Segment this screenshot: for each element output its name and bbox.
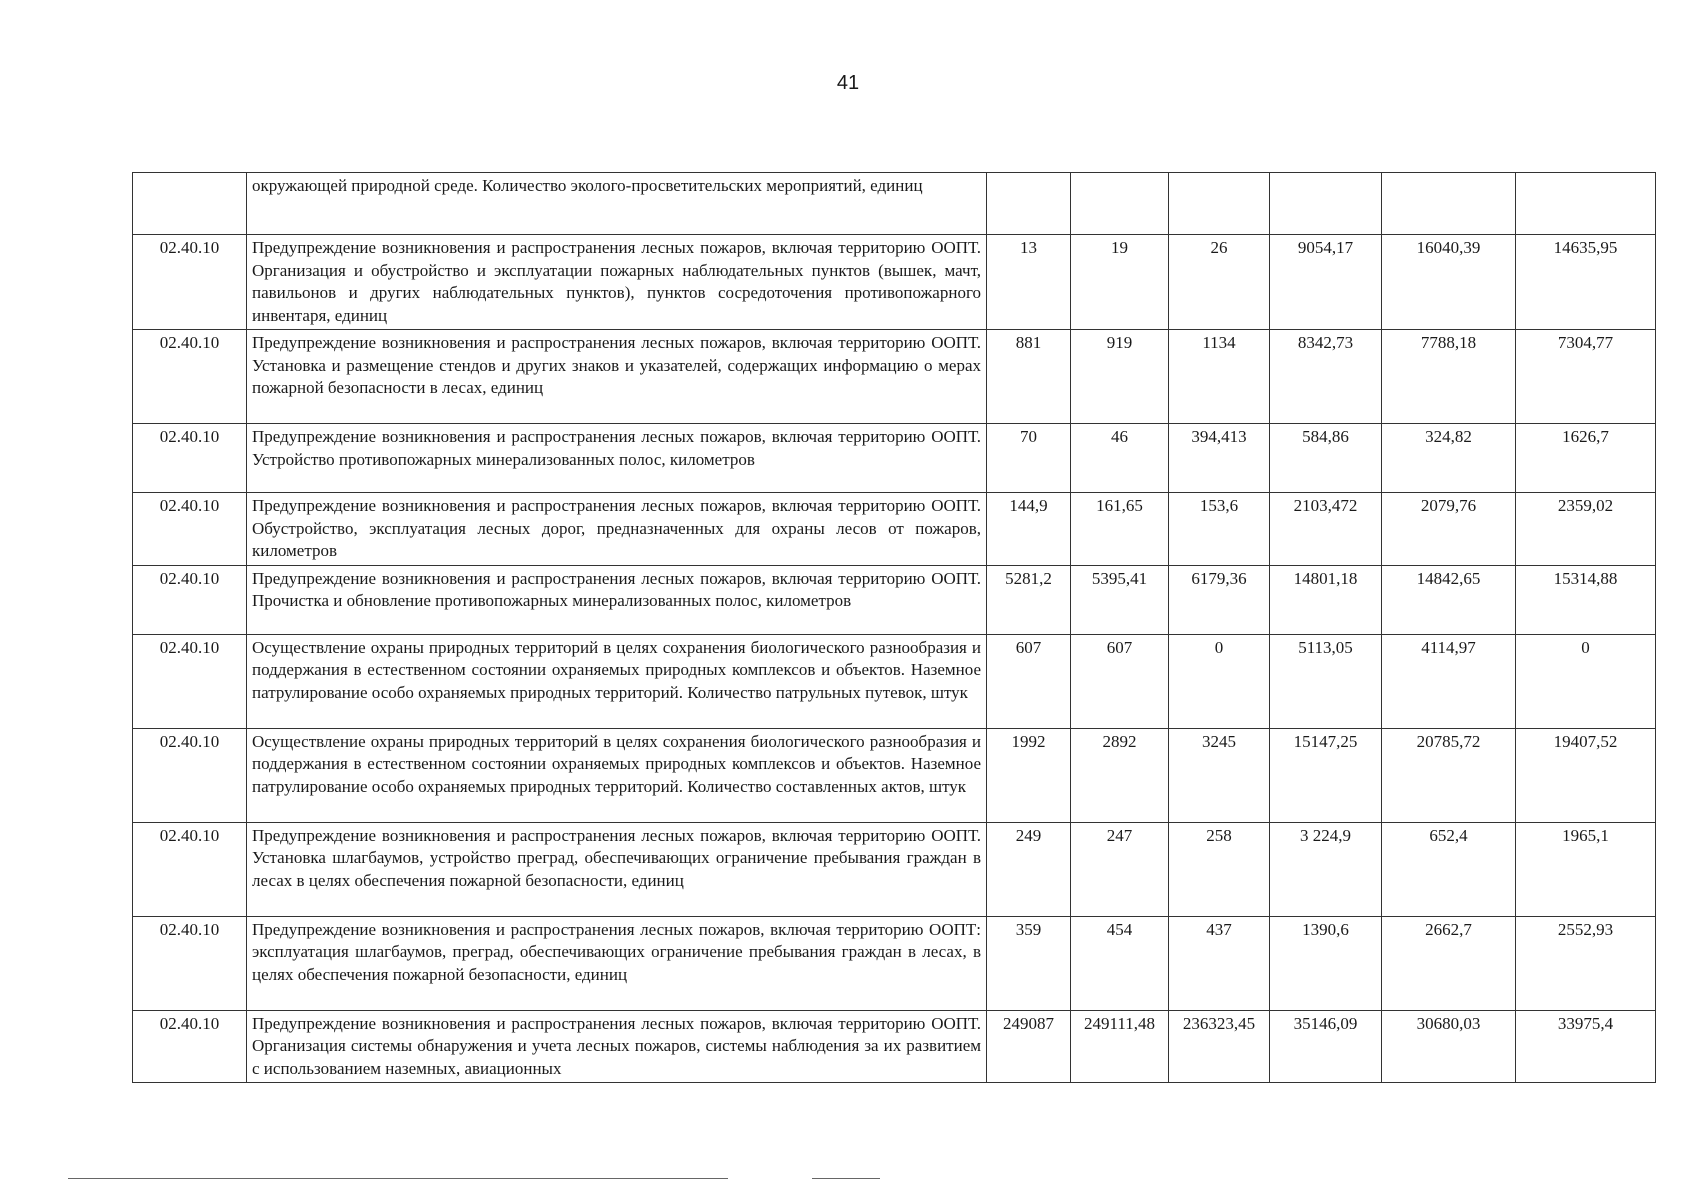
footer-rule bbox=[68, 1178, 728, 1179]
cell-value: 16040,39 bbox=[1382, 235, 1516, 330]
cell-code: 02.40.10 bbox=[133, 728, 247, 822]
cell-value: 258 bbox=[1169, 822, 1270, 916]
cell-value: 13 bbox=[987, 235, 1071, 330]
cell-value: 14635,95 bbox=[1516, 235, 1656, 330]
footer-rule-short bbox=[812, 1178, 880, 1179]
table-row bbox=[133, 424, 1656, 493]
cell-value: 5395,41 bbox=[1071, 565, 1169, 634]
cell-value: 1134 bbox=[1169, 330, 1270, 424]
cell-description: Предупреждение возникновения и распространения лесных пожаров, включая территорию ООПТ. Прочистка и обновление противопожарных минерализованных полос, километров bbox=[247, 565, 987, 634]
cell-description: Осуществление охраны природных территорий в целях сохранения биологического разнообразия и поддержания в естественном состоянии охраняемых природных комплексов и объектов. Наземное патрулирование особо охраняемых природных территорий. Количество патрульных путевок, штук bbox=[247, 634, 987, 728]
cell-value bbox=[987, 173, 1071, 235]
cell-value: 359 bbox=[987, 916, 1071, 1010]
cell-value bbox=[1270, 173, 1382, 235]
cell-value bbox=[1516, 173, 1656, 235]
cell-code: 02.40.10 bbox=[133, 424, 247, 493]
table-row bbox=[133, 916, 1656, 1010]
cell-value: 881 bbox=[987, 330, 1071, 424]
table-row bbox=[133, 235, 1656, 330]
cell-value: 9054,17 bbox=[1270, 235, 1382, 330]
cell-value: 26 bbox=[1169, 235, 1270, 330]
cell-value: 5113,05 bbox=[1270, 634, 1382, 728]
cell-value: 19 bbox=[1071, 235, 1169, 330]
cell-value: 236323,45 bbox=[1169, 1010, 1270, 1083]
cell-value: 249 bbox=[987, 822, 1071, 916]
table-row bbox=[133, 1010, 1656, 1083]
cell-value: 30680,03 bbox=[1382, 1010, 1516, 1083]
table-row bbox=[133, 728, 1656, 822]
cell-description: Предупреждение возникновения и распространения лесных пожаров, включая территорию ООПТ: эксплуатация шлагбаумов, преград, обеспечивающих ограничение пребывания граждан в лесах, в целях обеспечения пожарной безопасности, единиц bbox=[247, 916, 987, 1010]
cell-value: 394,413 bbox=[1169, 424, 1270, 493]
cell-value: 144,9 bbox=[987, 493, 1071, 566]
cell-code: 02.40.10 bbox=[133, 565, 247, 634]
cell-value: 14842,65 bbox=[1382, 565, 1516, 634]
cell-value: 0 bbox=[1516, 634, 1656, 728]
table-row bbox=[133, 822, 1656, 916]
cell-value: 249111,48 bbox=[1071, 1010, 1169, 1083]
cell-value: 2103,472 bbox=[1270, 493, 1382, 566]
cell-value: 3245 bbox=[1169, 728, 1270, 822]
cell-value: 1390,6 bbox=[1270, 916, 1382, 1010]
cell-value: 7788,18 bbox=[1382, 330, 1516, 424]
cell-value: 247 bbox=[1071, 822, 1169, 916]
cell-value: 6179,36 bbox=[1169, 565, 1270, 634]
cell-value: 46 bbox=[1071, 424, 1169, 493]
cell-value: 0 bbox=[1169, 634, 1270, 728]
cell-value: 454 bbox=[1071, 916, 1169, 1010]
cell-code: 02.40.10 bbox=[133, 493, 247, 566]
cell-value: 2552,93 bbox=[1516, 916, 1656, 1010]
cell-value: 15147,25 bbox=[1270, 728, 1382, 822]
cell-value: 7304,77 bbox=[1516, 330, 1656, 424]
page-number: 41 bbox=[836, 72, 860, 94]
cell-value: 919 bbox=[1071, 330, 1169, 424]
cell-value: 20785,72 bbox=[1382, 728, 1516, 822]
cell-value: 324,82 bbox=[1382, 424, 1516, 493]
cell-code: 02.40.10 bbox=[133, 822, 247, 916]
cell-description: окружающей природной среде. Количество эколого-просветительских мероприятий, единиц bbox=[247, 173, 987, 235]
cell-description: Осуществление охраны природных территорий в целях сохранения биологического разнообразия и поддержания в естественном состоянии охраняемых природных комплексов и объектов. Наземное патрулирование особо охраняемых природных территорий. Количество составленных актов, штук bbox=[247, 728, 987, 822]
cell-value: 2892 bbox=[1071, 728, 1169, 822]
cell-value: 3 224,9 bbox=[1270, 822, 1382, 916]
cell-value bbox=[1071, 173, 1169, 235]
cell-description: Предупреждение возникновения и распространения лесных пожаров, включая территорию ООПТ. Устройство противопожарных минерализованных полос, километров bbox=[247, 424, 987, 493]
cell-value: 2359,02 bbox=[1516, 493, 1656, 566]
cell-value: 437 bbox=[1169, 916, 1270, 1010]
cell-value bbox=[1382, 173, 1516, 235]
table-row bbox=[133, 493, 1656, 566]
table-row bbox=[133, 173, 1656, 235]
cell-code: 02.40.10 bbox=[133, 235, 247, 330]
cell-value bbox=[1169, 173, 1270, 235]
data-table bbox=[132, 172, 1656, 1083]
cell-value: 14801,18 bbox=[1270, 565, 1382, 634]
cell-code: 02.40.10 bbox=[133, 634, 247, 728]
cell-value: 1992 bbox=[987, 728, 1071, 822]
cell-value: 584,86 bbox=[1270, 424, 1382, 493]
table-row bbox=[133, 330, 1656, 424]
cell-description: Предупреждение возникновения и распространения лесных пожаров, включая территорию ООПТ. Организация и обустройство и эксплуатации пожарных наблюдательных пунктов (вышек, мачт, павильонов и других наблюдательных пунктов), пунктов сосредоточения противопожарного инвентаря, единиц bbox=[247, 235, 987, 330]
cell-description: Предупреждение возникновения и распространения лесных пожаров, включая территорию ООПТ. Организация системы обнаружения и учета лесных пожаров, системы наблюдения за их развитием с использованием наземных, авиационных bbox=[247, 1010, 987, 1083]
cell-description: Предупреждение возникновения и распространения лесных пожаров, включая территорию ООПТ. Установка и размещение стендов и других знаков и указателей, содержащих информацию о мерах пожарной безопасности в лесах, единиц bbox=[247, 330, 987, 424]
cell-value: 35146,09 bbox=[1270, 1010, 1382, 1083]
cell-code: 02.40.10 bbox=[133, 330, 247, 424]
cell-value: 8342,73 bbox=[1270, 330, 1382, 424]
cell-value: 161,65 bbox=[1071, 493, 1169, 566]
cell-value: 2079,76 bbox=[1382, 493, 1516, 566]
cell-value: 4114,97 bbox=[1382, 634, 1516, 728]
cell-value: 249087 bbox=[987, 1010, 1071, 1083]
cell-value: 153,6 bbox=[1169, 493, 1270, 566]
cell-value: 70 bbox=[987, 424, 1071, 493]
table-row bbox=[133, 634, 1656, 728]
cell-value: 607 bbox=[987, 634, 1071, 728]
cell-value: 1626,7 bbox=[1516, 424, 1656, 493]
cell-value: 607 bbox=[1071, 634, 1169, 728]
cell-value: 33975,4 bbox=[1516, 1010, 1656, 1083]
cell-value: 5281,2 bbox=[987, 565, 1071, 634]
cell-value: 652,4 bbox=[1382, 822, 1516, 916]
cell-value: 1965,1 bbox=[1516, 822, 1656, 916]
cell-code: 02.40.10 bbox=[133, 916, 247, 1010]
cell-code bbox=[133, 173, 247, 235]
cell-value: 19407,52 bbox=[1516, 728, 1656, 822]
cell-description: Предупреждение возникновения и распространения лесных пожаров, включая территорию ООПТ. Установка шлагбаумов, устройство преград, обеспечивающих ограничение пребывания граждан в лесах в целях обеспечения пожарной безопасности, единиц bbox=[247, 822, 987, 916]
cell-value: 15314,88 bbox=[1516, 565, 1656, 634]
cell-code: 02.40.10 bbox=[133, 1010, 247, 1083]
table-row bbox=[133, 565, 1656, 634]
cell-description: Предупреждение возникновения и распространения лесных пожаров, включая территорию ООПТ. Обустройство, эксплуатация лесных дорог, предназначенных для охраны лесов от пожаров, километров bbox=[247, 493, 987, 566]
cell-value: 2662,7 bbox=[1382, 916, 1516, 1010]
